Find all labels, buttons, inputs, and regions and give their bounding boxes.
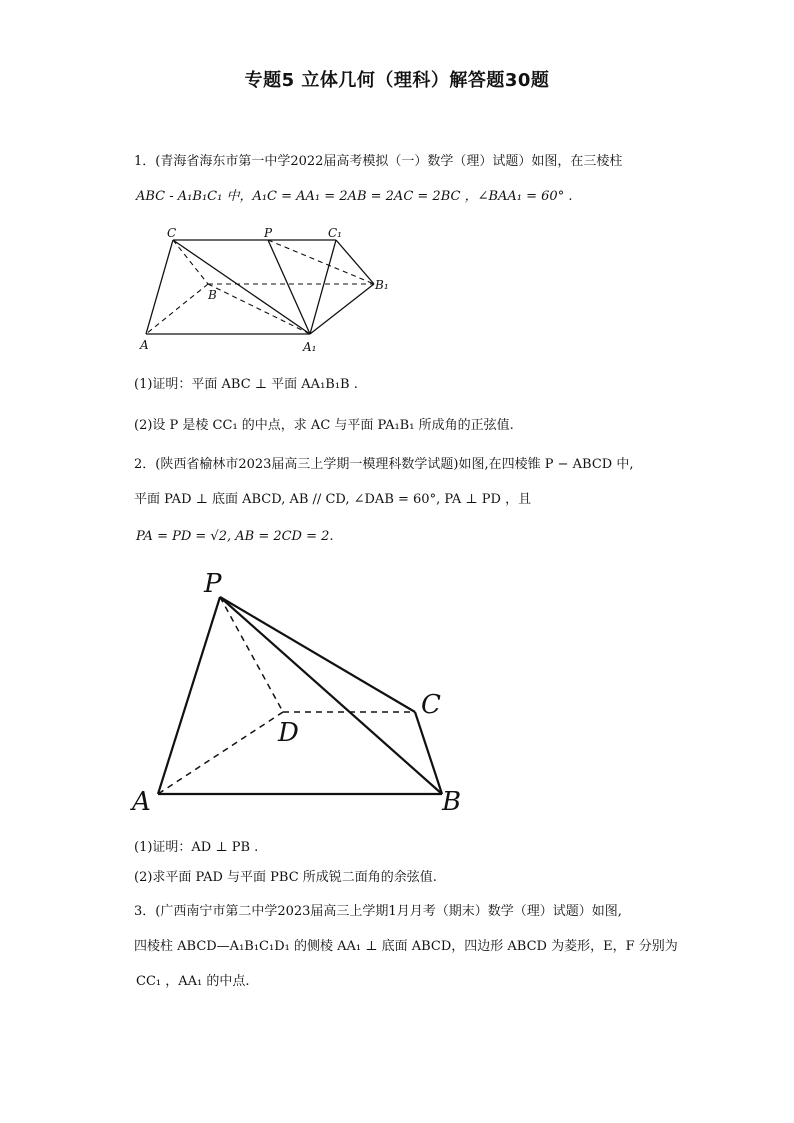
q1-stem-line2: ABC - A₁B₁C₁ 中，A₁C = AA₁ = 2AB = 2AC = 2BC ，∠BAA₁ = 60° . — [136, 189, 573, 204]
q2-figure-pyramid — [128, 565, 473, 815]
q2-label-C: C — [421, 690, 441, 720]
q1-stem-line1: 1．(青海省海东市第一中学2022届高考模拟（一）数学（理）试题）如图，在三棱柱 — [134, 154, 623, 169]
q1-figure-prism — [138, 222, 398, 357]
q2-label-B: B — [442, 787, 462, 817]
q2-stem-line2: 平面 PAD ⊥ 底面 ABCD, AB // CD, ∠DAB = 60°, PA ⊥ PD ，且 — [134, 492, 532, 507]
q1-label-C: C — [167, 226, 177, 240]
q1-label-B: B — [208, 288, 217, 302]
page-title: 专题5 立体几何（理科）解答题30题 — [244, 70, 550, 91]
q3-stem-line1: 3．(广西南宁市第二中学2023届高三上学期1月月考（期末）数学（理）试题）如图, — [134, 904, 622, 919]
q1-label-A1: A₁ — [303, 340, 317, 354]
q2-label-P: P — [204, 569, 222, 599]
q3-stem-line3: CC₁ ，AA₁ 的中点. — [136, 974, 250, 989]
q2-part1: (1)证明：AD ⊥ PB . — [134, 840, 259, 855]
q1-label-P: P — [264, 226, 273, 240]
q1-part2: (2)设 P 是棱 CC₁ 的中点，求 AC 与平面 PA₁B₁ 所成角的正弦值. — [134, 418, 514, 433]
q2-part2: (2)求平面 PAD 与平面 PBC 所成锐二面角的余弦值. — [134, 870, 437, 885]
q1-part1: (1)证明：平面 ABC ⊥ 平面 AA₁B₁B . — [134, 377, 358, 392]
q2-label-D: D — [278, 718, 299, 748]
q2-stem-line1: 2．(陕西省榆林市2023届高三上学期一模理科数学试题)如图,在四棱锥 P − ABCD 中, — [134, 457, 634, 472]
q2-stem-line3: PA = PD = √2, AB = 2CD = 2. — [136, 529, 334, 544]
q1-label-C1: C₁ — [328, 226, 342, 240]
q1-label-B1: B₁ — [375, 278, 389, 292]
q1-label-A: A — [140, 338, 149, 352]
q3-stem-line2: 四棱柱 ABCD—A₁B₁C₁D₁ 的侧棱 AA₁ ⊥ 底面 ABCD，四边形 ABCD 为菱形，E，F 分别为 — [134, 939, 678, 954]
q2-label-A: A — [132, 787, 151, 817]
